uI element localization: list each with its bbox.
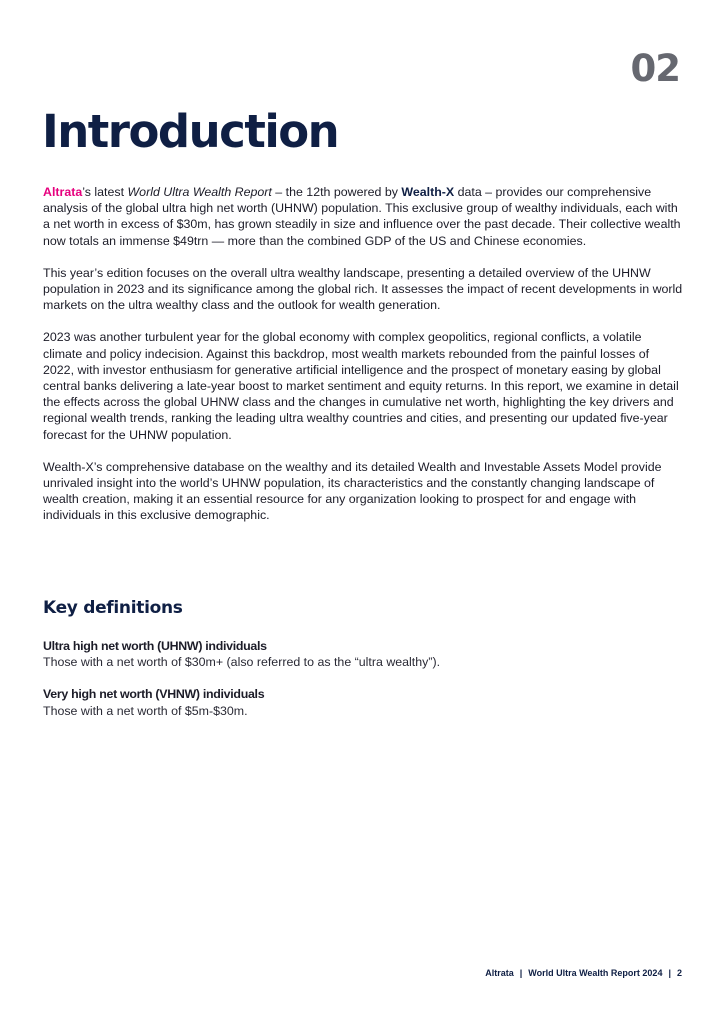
- page-footer: [485, 968, 682, 978]
- key-definitions-section: [43, 598, 683, 735]
- intro-text-fragment: data – provides our comprehensive analysis of the global ultra high net worth (UHNW) population. This exclusive group of wealthy individuals, each with a net worth in excess of $30m, has grown steadily in size and influence over the past decade. Their collective wealth now totals an immense $49trn — more than the combined GDP of the US and Chinese economies.: [43, 185, 681, 248]
- footer-separator: |: [519, 968, 523, 978]
- intro-paragraph-1: [43, 184, 683, 249]
- intro-body: [43, 184, 683, 540]
- definition-vhnw: [43, 686, 683, 718]
- definition-text: Those with a net worth of $30m+ (also referred to as the “ultra wealthy”).: [43, 655, 441, 670]
- page-number: 02: [630, 47, 680, 90]
- footer-brand: Altrata: [485, 968, 514, 978]
- intro-paragraph-4: Wealth-X’s comprehensive database on the wealthy and its detailed Wealth and Investable Assets Model provide unrivaled insight into the world’s UHNW population, its characteristics and the constantly changing landscape of wealth creation, making it an essential resource for any organization looking to prospect for and engage with individuals in this exclusive demographic.: [43, 459, 662, 523]
- altrata-brand-text: Altrata: [43, 185, 83, 199]
- footer-report-title: World Ultra Wealth Report 2024: [528, 968, 663, 978]
- intro-paragraph-3: 2023 was another turbulent year for the global economy with complex geopolitics, regional conflicts, a volatile climate and policy indecision. Against this backdrop, most wealth markets rebounded from the painful losses of 2022, with investor enthusiasm for generative artificial intelligence and the prospect of monetary easing by global central banks delivering a late-year boost to market sentiment and equity returns. In this report, we examine in detail the effects across the global UHNW class and the changes in cumulative net worth, highlighting the key drivers and regional wealth trends, ranking the leading ultra wealthy countries and cities, and presenting our updated five-year forecast for the UHNW population.: [43, 330, 679, 442]
- definition-text: Those with a net worth of $5m-$30m.: [43, 703, 248, 718]
- definition-uhnw: [43, 638, 683, 670]
- footer-separator: |: [668, 968, 671, 978]
- report-name: World Ultra Wealth Report: [127, 185, 272, 199]
- intro-text-fragment: ’s latest: [82, 185, 128, 199]
- intro-paragraph-2: This year’s edition focuses on the overall ultra wealthy landscape, presenting a detailed overview of the UHNW population in 2023 and its significance among the global rich. It assesses the impact of recent developments in world markets on the ultra wealthy class and the outlook for wealth generation.: [43, 265, 683, 313]
- footer-page-number: 2: [676, 968, 682, 978]
- wealthx-brand-text: Wealth-X: [401, 185, 455, 199]
- page-title: Introduction: [42, 105, 339, 158]
- intro-text-fragment: – the 12th powered by: [271, 185, 402, 199]
- key-definitions-heading: Key definitions: [43, 598, 183, 618]
- definition-term: Very high net worth (VHNW) individuals: [43, 687, 265, 702]
- definition-term: Ultra high net worth (UHNW) individuals: [43, 639, 267, 653]
